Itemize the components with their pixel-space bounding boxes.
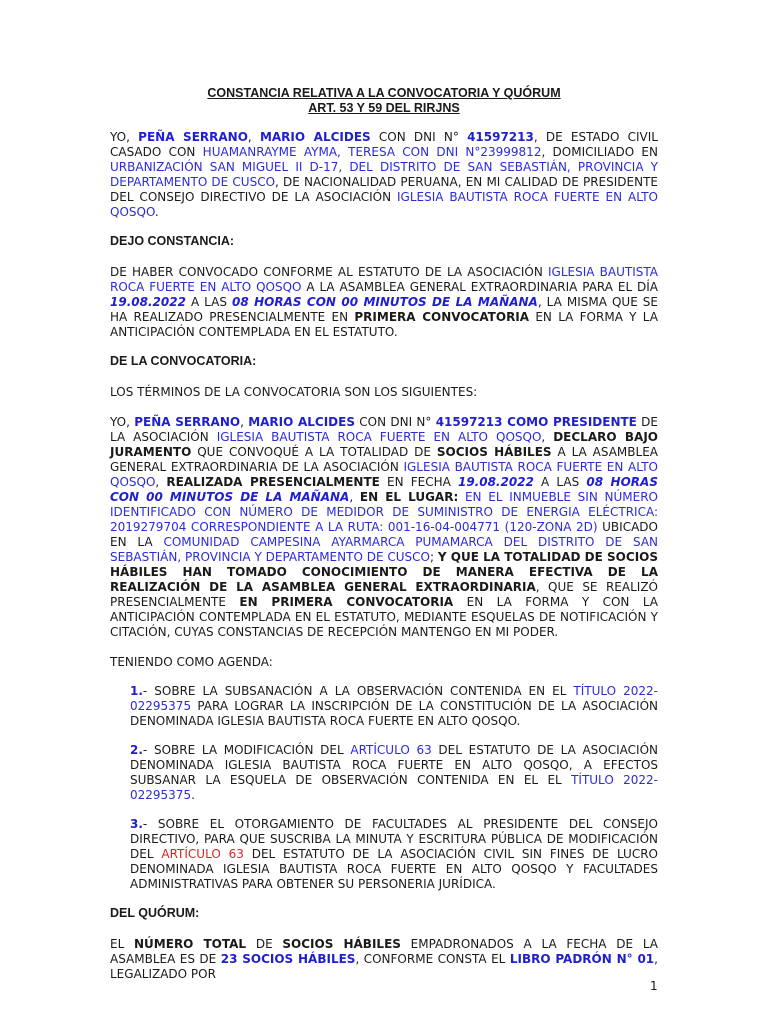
titulo-reference: TÍTULO 2022-02295375 xyxy=(130,773,658,802)
agenda-list xyxy=(110,684,658,892)
meeting-date: 19.08.2022 xyxy=(110,295,186,309)
articulo-reference: ARTÍCULO 63 xyxy=(350,743,432,757)
text: , LEGALIZADO POR xyxy=(110,952,658,981)
articulo-reference: ARTÍCULO 63 xyxy=(161,847,244,861)
text: , CONFORME CONSTA EL xyxy=(355,952,510,966)
quorum-paragraph xyxy=(110,937,658,982)
text: ; xyxy=(429,550,438,564)
socios-habiles: SOCIOS HÁBILES xyxy=(436,445,552,459)
document-title xyxy=(110,86,658,116)
text: A LAS xyxy=(533,475,587,489)
en-el-lugar: EN EL LUGAR: xyxy=(359,490,459,504)
text: UBICADO EN LA xyxy=(110,520,658,549)
titulo-reference: TÍTULO 2022-02295375 xyxy=(130,684,658,713)
association-name: IGLESIA BAUTISTA ROCA FUERTE EN ALTO QOSQO xyxy=(216,430,542,444)
text: , DE NACIONALIDAD PERUANA, EN MI CALIDAD DE PRESIDENTE DEL CONSEJO DIRECTIVO DE LA ASOCIACIÓN xyxy=(110,175,658,204)
meeting-time: 08 HORAS CON 00 MINUTOS DE LA MAÑANA xyxy=(232,295,538,309)
terminos-paragraph: LOS TÉRMINOS DE LA CONVOCATORIA SON LOS SIGUIENTES: xyxy=(110,385,478,399)
text xyxy=(458,490,465,504)
text: YO, xyxy=(110,415,135,429)
text: DE LA ASOCIACIÓN xyxy=(110,415,658,444)
meeting-date: 19.08.2022 xyxy=(457,475,534,489)
meeting-time: 08 HORAS CON 00 MINUTOS DE LA MAÑANA xyxy=(110,475,658,504)
section-heading-dejo: DEJO CONSTANCIA: xyxy=(110,234,235,248)
text: . xyxy=(154,205,159,219)
agenda-item-3 xyxy=(130,817,658,892)
text: - SOBRE LA SUBSANACIÓN A LA OBSERVACIÓN CONTENIDA EN EL xyxy=(142,684,574,698)
text: CON DNI N° xyxy=(370,130,468,144)
document-body xyxy=(110,86,658,982)
agenda-number: 1. xyxy=(130,684,143,698)
convocatoria-paragraph xyxy=(110,415,658,640)
text: , xyxy=(240,415,249,429)
association-name: IGLESIA BAUTISTA ROCA FUERTE EN ALTO QOSQO xyxy=(110,460,659,489)
text: , LA MISMA QUE SE HA REALIZADO PRESENCIALMENTE EN xyxy=(110,295,659,324)
text: , xyxy=(247,130,260,144)
text: - SOBRE EL OTORGAMIENTO DE FACULTADES AL PRESIDENTE DEL CONSEJO DIRECTIVO, PARA QUE SUSCRIBA LA MINUTA Y ESCRITURA PÚBLICA DE MODIFICACIÓN DEL xyxy=(130,817,658,861)
agenda-item-1 xyxy=(130,684,658,729)
text: DE xyxy=(246,937,283,951)
dni-number: 41597213 xyxy=(467,130,534,144)
page-number: 1 xyxy=(650,979,658,993)
text: , xyxy=(541,430,554,444)
title-line-1: CONSTANCIA RELATIVA A LA CONVOCATORIA Y QUÓRUM xyxy=(207,86,561,100)
socios-habiles: SOCIOS HÁBILES xyxy=(282,937,401,951)
name-surname: PEÑA SERRANO xyxy=(134,415,241,429)
agenda-number: 3. xyxy=(130,817,143,831)
socios-count: 23 SOCIOS HÁBILES xyxy=(220,952,356,966)
text: , DE ESTADO CIVIL CASADO CON xyxy=(110,130,658,159)
totalidad-socios: Y QUE LA TOTALIDAD DE SOCIOS HÁBILES HAN TOMADO CONOCIMIENTO DE MANERA EFECTIVA DE LA REALIZACIÓN DE LA ASAMBLEA GENERAL EXTRAORDINARIA xyxy=(110,550,659,594)
text: YO, xyxy=(110,130,139,144)
name-surname: PEÑA SERRANO xyxy=(138,130,248,144)
text: A LA ASAMBLEA GENERAL EXTRAORDINARIA DE LA ASOCIACIÓN xyxy=(110,445,658,474)
name-given: MARIO ALCIDES xyxy=(259,130,371,144)
association-name: IGLESIA BAUTISTA ROCA FUERTE EN ALTO QOSQO xyxy=(110,190,659,219)
agenda-intro: TENIENDO COMO AGENDA: xyxy=(110,655,273,669)
intro-paragraph xyxy=(110,130,658,220)
association-name: IGLESIA BAUTISTA ROCA FUERTE EN ALTO QOSQO xyxy=(110,265,658,294)
text: QUE CONVOQUÉ A LA TOTALIDAD DE xyxy=(191,445,437,459)
text: , QUE SE REALIZÓ PRESENCIALMENTE xyxy=(110,580,658,609)
text: A LAS xyxy=(185,295,233,309)
address: URBANIZACIÓN SAN MIGUEL II D-17, DEL DISTRITO DE SAN SEBASTIÁN, PROVINCIA Y DEPARTAMENTO DE CUSCO xyxy=(110,160,658,189)
text: EN LA FORMA Y LA ANTICIPACIÓN CONTEMPLADA EN EL ESTATUTO. xyxy=(110,310,658,339)
text: EMPADRONADOS A LA FECHA DE LA ASAMBLEA ES DE xyxy=(110,937,658,966)
primera-convocatoria: PRIMERA CONVOCATORIA xyxy=(354,310,530,324)
inmueble-description: EN EL INMUEBLE SIN NÚMERO IDENTIFICADO CON NÚMERO DE MEDIDOR DE SUMINISTRO DE ENERGIA ELÉCTRICA: 2019279704 CORRESPONDIENTE A LA RUTA: 001-16-04-004771 (120-ZONA 2D) xyxy=(110,490,658,534)
text: EN LA FORMA Y CON LA ANTICIPACIÓN CONTEMPLADA EN EL ESTATUTO, MEDIANTE ESQUELAS DE NOTIFICACIÓN Y CITACIÓN, CUYAS CONSTANCIAS DE RECEPCIÓN MANTENGO EN MI PODER. xyxy=(110,595,658,639)
libro-padron: LIBRO PADRÓN N° 01 xyxy=(509,952,655,966)
title-line-2: ART. 53 Y 59 DEL RIRJNS xyxy=(308,101,460,115)
text: - SOBRE LA MODIFICACIÓN DEL xyxy=(142,743,351,757)
numero-total: NÚMERO TOTAL xyxy=(134,937,247,951)
text: . xyxy=(191,788,195,802)
text: DE HABER CONVOCADO CONFORME AL ESTATUTO DE LA ASOCIACIÓN xyxy=(110,265,549,279)
text: A LA ASAMBLEA GENERAL EXTRAORDINARIA PARA EL DÍA xyxy=(301,280,658,294)
text: EL xyxy=(110,937,135,951)
agenda-item-2 xyxy=(130,743,658,803)
dni-presidente: 41597213 COMO PRESIDENTE xyxy=(435,415,637,429)
section-heading-convocatoria: DE LA CONVOCATORIA: xyxy=(110,354,257,368)
text: EN FECHA xyxy=(379,475,458,489)
realizada-presencialmente: REALIZADA PRESENCIALMENTE xyxy=(166,475,380,489)
text: , DOMICILIADO EN xyxy=(541,145,658,159)
text: DEL ESTATUTO DE LA ASOCIACIÓN CIVIL SIN FINES DE LUCRO DENOMINADA IGLESIA BAUTISTA ROCA FUERTE EN ALTO QOSQO Y FACULTADES ADMINISTRATIVAS PARA OBTENER SU PERSONERIA JURÍDICA. xyxy=(130,847,658,891)
spouse-info: HUAMANRAYME AYMA, TERESA CON DNI N°23999812 xyxy=(202,145,542,159)
text: PARA LOGRAR LA INSCRIPCIÓN DE LA CONSTITUCIÓN DE LA ASOCIACIÓN DENOMINADA IGLESIA BAUTISTA ROCA FUERTE EN ALTO QOSQO. xyxy=(130,699,658,728)
text: DEL ESTATUTO DE LA ASOCIACIÓN DENOMINADA IGLESIA BAUTISTA ROCA FUERTE EN ALTO QOSQO, A EFECTOS SUBSANAR LA ESQUELA DE OBSERVACIÓN CONTENIDA EN EL EL xyxy=(130,743,658,787)
comunidad-location: COMUNIDAD CAMPESINA AYARMARCA PUMAMARCA DEL DISTRITO DE SAN SEBASTIÁN, PROVINCIA Y DEPARTAMENTO DE CUSCO xyxy=(110,535,658,564)
constancia-paragraph xyxy=(110,265,658,340)
section-heading-quorum: DEL QUÓRUM: xyxy=(110,906,200,920)
text: , xyxy=(155,475,167,489)
agenda-number: 2. xyxy=(130,743,143,757)
text: CON DNI N° xyxy=(354,415,436,429)
name-given: MARIO ALCIDES xyxy=(248,415,355,429)
declaro-juramento: DECLARO BAJO JURAMENTO xyxy=(110,430,659,459)
primera-convocatoria: EN PRIMERA CONVOCATORIA xyxy=(239,595,454,609)
text: , xyxy=(349,490,360,504)
